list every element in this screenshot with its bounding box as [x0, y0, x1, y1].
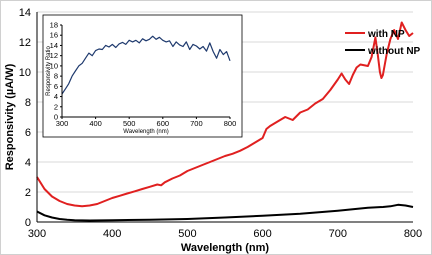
inset-y-tick-label: 8 [53, 71, 58, 81]
inset-y-tick-label: 0 [53, 112, 58, 122]
main-y-axis-label: Responsivity (µA/W) [4, 63, 16, 171]
inset-x-tick-label: 700 [190, 119, 203, 128]
legend-label-with-np: with NP [368, 29, 405, 40]
x-tick-label: 700 [328, 228, 347, 240]
inset-y-tick-label: 4 [53, 92, 58, 102]
x-tick-label: 600 [253, 228, 272, 240]
y-tick-label: 4 [24, 157, 31, 169]
x-tick-label: 800 [403, 228, 423, 240]
y-tick-label: 6 [24, 127, 31, 139]
inset-x-tick-label: 600 [156, 119, 170, 128]
inset-y-tick-label: 18 [49, 20, 58, 30]
y-tick-label: 2 [24, 187, 31, 199]
inset-y-tick-label: 2 [53, 102, 58, 112]
inset-y-tick-label: 6 [53, 81, 58, 91]
y-tick-label: 12 [18, 37, 31, 49]
inset-y-tick-label: 16 [49, 30, 58, 40]
x-tick-label: 300 [27, 228, 47, 240]
inset-y-axis-label: Responsivity Ratio [46, 46, 52, 96]
y-tick-label: 0 [24, 217, 31, 229]
inset-y-tick-label: 10 [49, 61, 58, 71]
x-tick-label: 400 [103, 228, 122, 240]
y-tick-label: 10 [18, 67, 31, 79]
x-tick-label: 500 [178, 228, 197, 240]
main-x-axis-label: Wavelength (nm) [180, 242, 270, 254]
inset-y-tick-label: 12 [49, 51, 58, 61]
inset-x-tick-label: 800 [223, 119, 237, 128]
y-tick-label: 8 [24, 97, 31, 109]
y-tick-label: 14 [18, 7, 31, 19]
inset-x-tick-label: 500 [122, 119, 136, 128]
inset-x-tick-label: 400 [89, 119, 102, 128]
inset-x-tick-label: 300 [55, 119, 69, 128]
inset-x-axis-label: Wavelength (nm) [123, 129, 169, 135]
inset-chart [43, 15, 242, 137]
inset-y-tick-label: 14 [49, 40, 58, 50]
legend-label-without-np: without NP [368, 46, 421, 57]
